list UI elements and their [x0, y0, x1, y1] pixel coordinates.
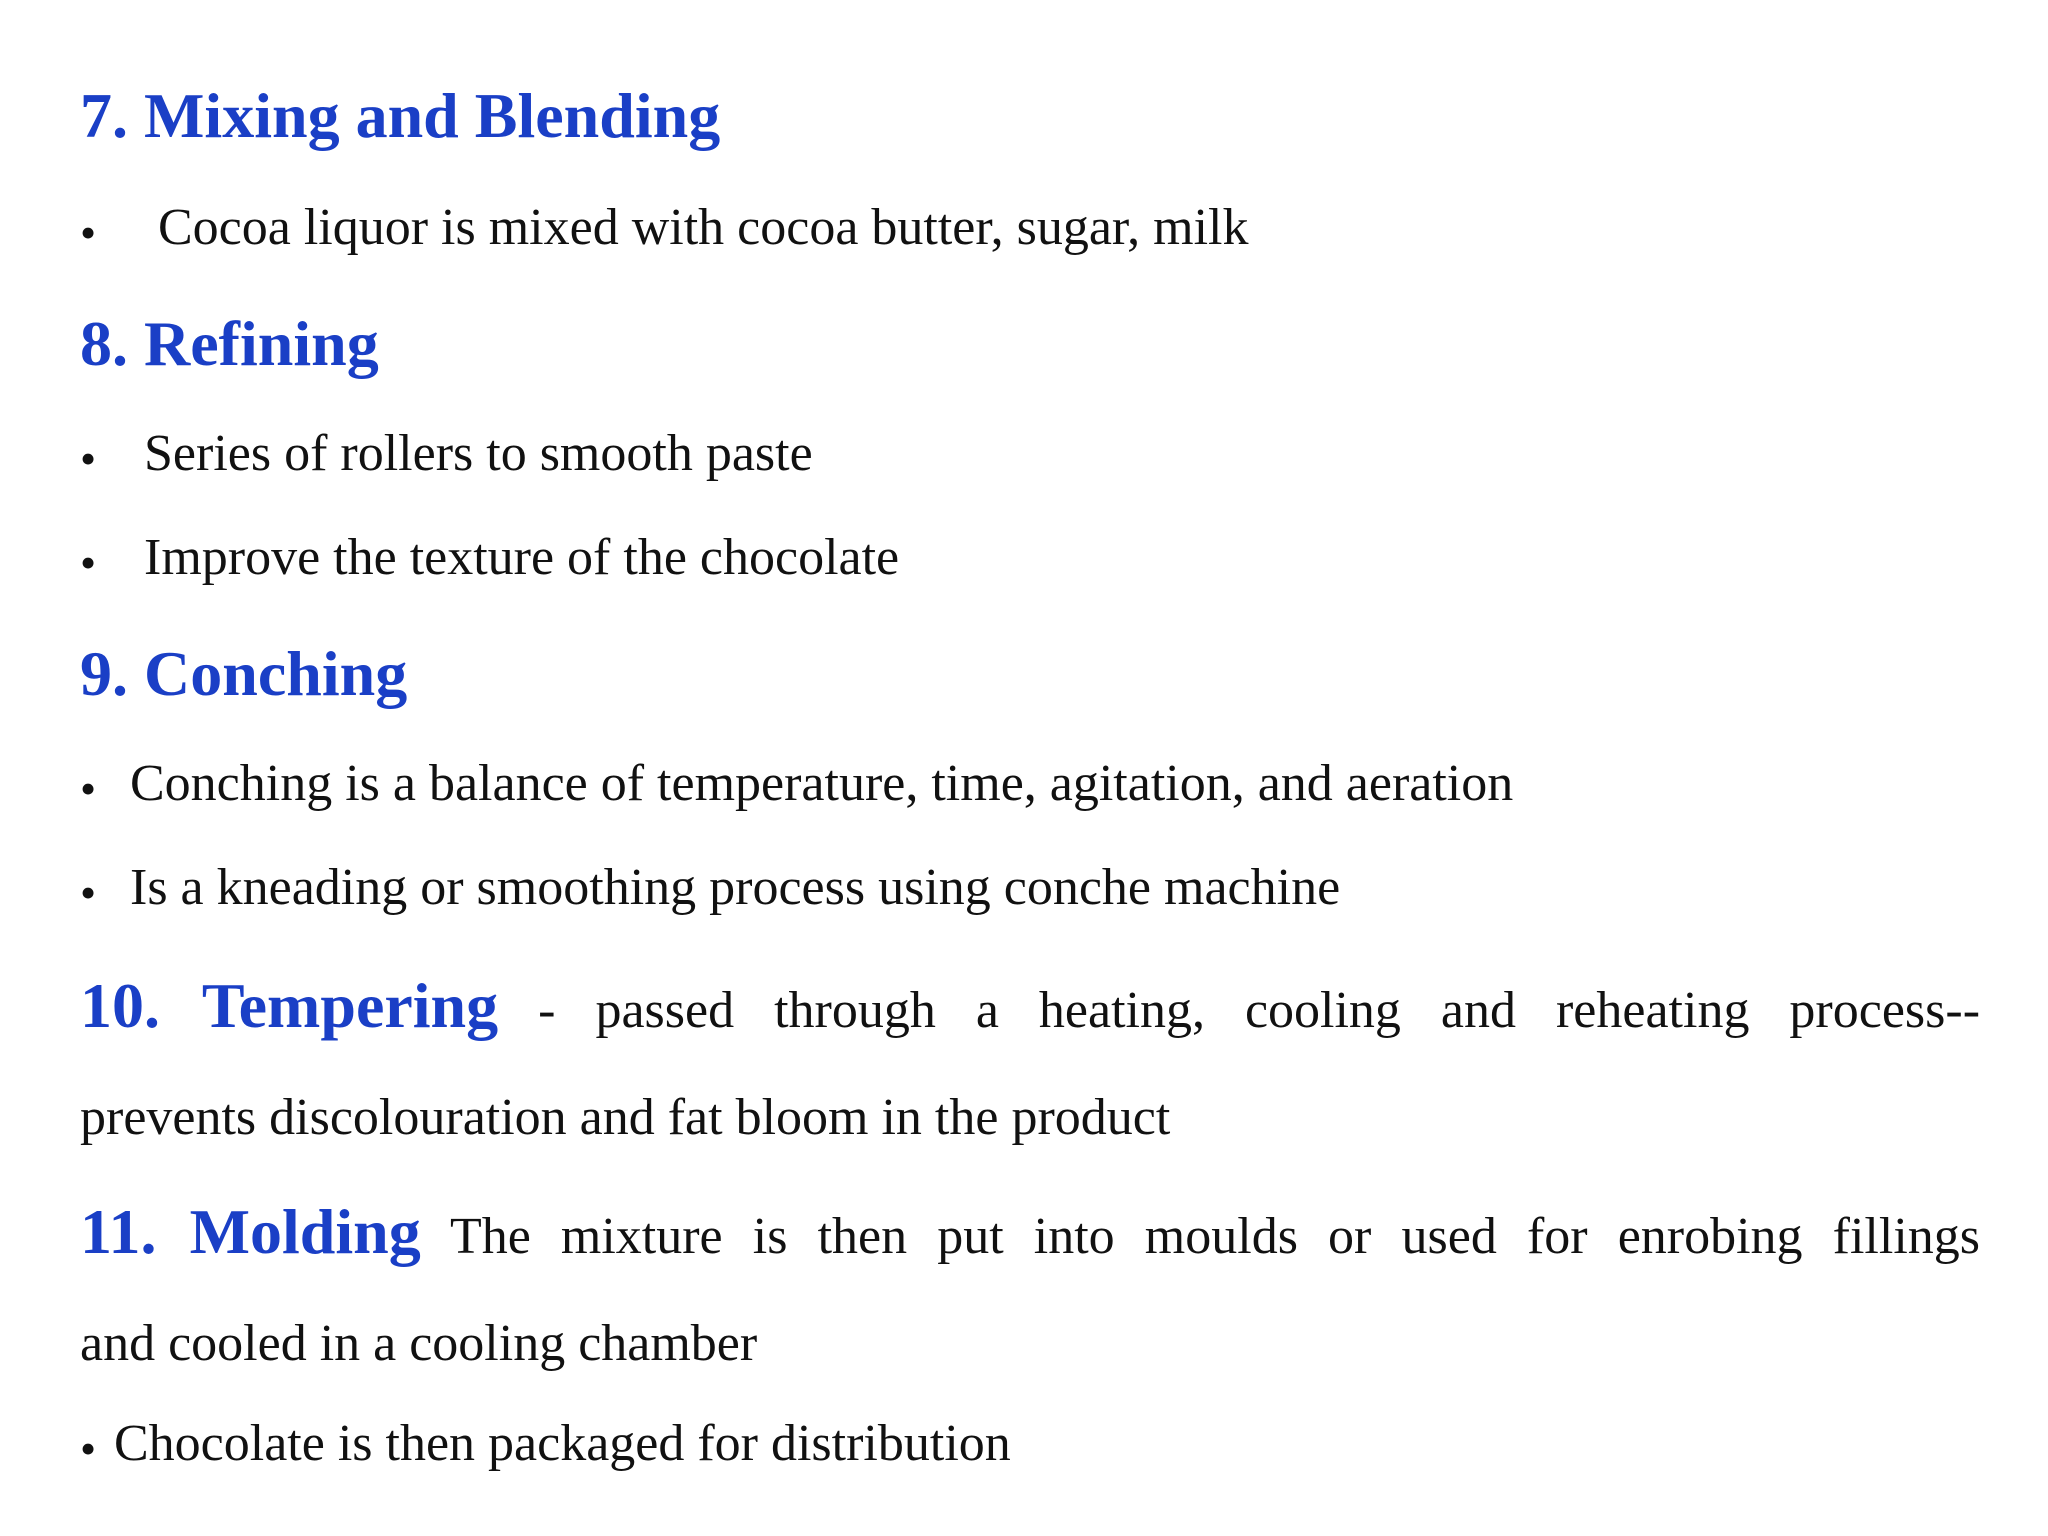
section-11-text-line-2: and cooled in a cooling chamber: [80, 1315, 758, 1372]
section-11-text-line-1: The mixture is then put into moulds or used for enrobing fillings: [449, 1208, 1981, 1265]
section-10-text-line-1: - passed through a heating, cooling and reheating process--: [538, 982, 1981, 1039]
section-9-bullet-2: Is a kneading or smoothing process using conche machine: [130, 859, 1341, 916]
bullet-symbol: •: [80, 763, 97, 814]
bullet-symbol: •: [80, 207, 97, 258]
section-11-line-1: [80, 1196, 1981, 1267]
section-8-heading: 8. Refining: [80, 308, 379, 379]
section-10-line-1: [80, 970, 1981, 1041]
section-8-bullet-2: Improve the texture of the chocolate: [144, 529, 900, 586]
bullet-symbol: •: [80, 537, 97, 588]
bullet-symbol: •: [80, 867, 97, 918]
section-10-paragraph: [80, 970, 1981, 1041]
section-7-heading: 7. Mixing and Blending: [80, 80, 721, 151]
section-10-text-line-2: prevents discolouration and fat bloom in the product: [80, 1089, 1171, 1146]
section-9-bullet-1: Conching is a balance of temperature, time, agitation, and aeration: [130, 755, 1514, 812]
section-10-heading: 10. Tempering: [80, 970, 499, 1041]
section-11-paragraph: [80, 1196, 1981, 1267]
section-8-bullet-1: Series of rollers to smooth paste: [144, 425, 813, 482]
section-9-heading: 9. Conching: [80, 638, 408, 709]
section-11-bullet-1: Chocolate is then packaged for distribution: [114, 1415, 1011, 1472]
section-7-bullet-1: Cocoa liquor is mixed with cocoa butter, sugar, milk: [158, 199, 1249, 256]
bullet-symbol: •: [80, 433, 97, 484]
bullet-symbol: •: [80, 1423, 97, 1474]
section-11-heading: 11. Molding: [80, 1196, 421, 1267]
